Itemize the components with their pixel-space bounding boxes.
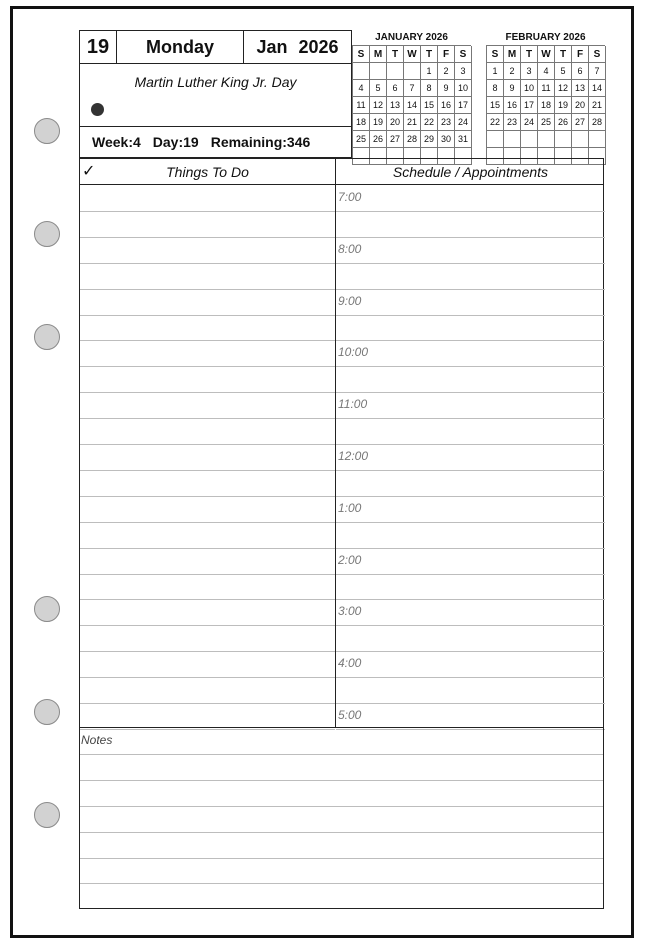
todo-row-line [80, 574, 335, 575]
calendar-day: 3 [521, 63, 538, 80]
calendar-day [589, 131, 606, 148]
day-table [79, 158, 604, 728]
calendar-day: 21 [589, 97, 606, 114]
schedule-row-line [336, 315, 605, 316]
calendar-day: 13 [572, 80, 589, 97]
weekday-header: M [504, 46, 521, 63]
time-slot-label: 2:00 [338, 552, 362, 567]
time-slot-label: 5:00 [338, 708, 362, 722]
notes-label: Notes [81, 733, 113, 747]
time-slot-label: 3:00 [338, 604, 362, 619]
binder-hole [34, 596, 60, 622]
calendar-day [370, 63, 387, 80]
bullet-dot-icon [91, 103, 104, 116]
calendar-day: 16 [504, 97, 521, 114]
week-number: Week:4 [92, 134, 141, 150]
calendar-day: 15 [421, 97, 438, 114]
schedule-row-line [336, 263, 605, 264]
schedule-row-line [336, 237, 605, 238]
calendar-day: 18 [538, 97, 555, 114]
todo-row-line [80, 522, 335, 523]
weekday-header: W [538, 46, 555, 63]
calendar-day: 15 [487, 97, 504, 114]
calendar-day: 26 [555, 114, 572, 131]
calendar-day: 10 [521, 80, 538, 97]
weekday-header: T [421, 46, 438, 63]
calendar-day: 6 [387, 80, 404, 97]
calendar-day: 27 [387, 131, 404, 148]
day-of-year: Day:19 [152, 134, 199, 150]
month-year: Jan 2026 [256, 36, 339, 57]
notes-row-line [80, 806, 603, 807]
todo-row-line [80, 315, 335, 316]
calendar-day: 3 [455, 63, 472, 80]
notes-row-line [80, 832, 603, 833]
calendar-day: 11 [538, 80, 555, 97]
weekday-header: S [487, 46, 504, 63]
calendar-day: 14 [589, 80, 606, 97]
mini-calendar-january [352, 31, 471, 165]
calendar-day: 23 [504, 114, 521, 131]
schedule-row-line [336, 444, 605, 445]
calendar-day: 5 [370, 80, 387, 97]
holiday-label: Martin Luther King Jr. Day [134, 74, 297, 90]
todo-row-line [80, 470, 335, 471]
schedule-row-line [336, 625, 605, 626]
calendar-day: 23 [438, 114, 455, 131]
calendar-day: 16 [438, 97, 455, 114]
calendar-day: 24 [455, 114, 472, 131]
calendar-day: 22 [421, 114, 438, 131]
todo-row-line [80, 496, 335, 497]
calendar-day: 19 [370, 114, 387, 131]
schedule-row-line [336, 574, 605, 575]
calendar-day [555, 131, 572, 148]
schedule-row-line [336, 289, 605, 290]
calendar-day: 20 [387, 114, 404, 131]
calendar-day: 10 [455, 80, 472, 97]
date-header [79, 30, 352, 64]
notes-row-line [80, 858, 603, 859]
calendar-day: 7 [589, 63, 606, 80]
weekday-header: S [455, 46, 472, 63]
calendar-day: 12 [370, 97, 387, 114]
calendar-day: 19 [555, 97, 572, 114]
header-divider [80, 184, 603, 185]
todo-row-line [80, 548, 335, 549]
schedule-row-line [336, 548, 605, 549]
todo-row-line [80, 392, 335, 393]
calendar-day: 27 [572, 114, 589, 131]
calendar-day [387, 63, 404, 80]
calendar-grid [352, 45, 471, 165]
weekday-header: W [404, 46, 421, 63]
checkmark-icon: ✓ [82, 163, 96, 180]
schedule-row-line [336, 211, 605, 212]
calendar-day: 4 [538, 63, 555, 80]
weekday-header: M [370, 46, 387, 63]
calendar-day: 8 [421, 80, 438, 97]
days-remaining: Remaining:346 [210, 134, 311, 150]
todo-row-line [80, 418, 335, 419]
calendar-day: 9 [438, 80, 455, 97]
calendar-day: 11 [353, 97, 370, 114]
weekday-header: T [521, 46, 538, 63]
notes-row-line [80, 754, 603, 755]
calendar-day: 12 [555, 80, 572, 97]
time-slot-label: 8:00 [338, 241, 362, 256]
todo-row-line [80, 289, 335, 290]
calendar-grid [486, 45, 605, 165]
calendar-day [487, 131, 504, 148]
weekday-header: S [353, 46, 370, 63]
calendar-day: 7 [404, 80, 421, 97]
binder-hole [34, 118, 60, 144]
weekday-header: T [387, 46, 404, 63]
calendar-day: 2 [438, 63, 455, 80]
todo-row-line [80, 263, 335, 264]
todo-row-line [80, 651, 335, 652]
todo-row-line [80, 703, 335, 704]
calendar-day: 17 [521, 97, 538, 114]
calendar-day: 5 [555, 63, 572, 80]
schedule-row-line [336, 651, 605, 652]
time-slot-label: 10:00 [338, 345, 369, 360]
time-slot-label: 4:00 [338, 656, 362, 671]
schedule-row-line [336, 470, 605, 471]
day-stats [79, 126, 352, 158]
schedule-row-line [336, 599, 605, 600]
calendar-day: 4 [353, 80, 370, 97]
binder-hole [34, 324, 60, 350]
time-slot-label: 9:00 [338, 293, 362, 308]
binder-hole [34, 802, 60, 828]
calendar-day: 14 [404, 97, 421, 114]
calendar-day: 18 [353, 114, 370, 131]
weekday-header: S [589, 46, 606, 63]
weekday-header: F [572, 46, 589, 63]
todo-row-line [80, 625, 335, 626]
calendar-day: 26 [370, 131, 387, 148]
todo-row-line [80, 599, 335, 600]
holiday-box [79, 63, 352, 127]
day-number: 19 [80, 31, 117, 63]
calendar-day: 22 [487, 114, 504, 131]
calendar-day: 30 [438, 131, 455, 148]
schedule-row-line [336, 522, 605, 523]
todo-row-line [80, 366, 335, 367]
calendar-day: 2 [504, 63, 521, 80]
schedule-row-line [336, 340, 605, 341]
schedule-column-header: Schedule / Appointments [392, 163, 549, 180]
schedule-row-line [336, 677, 605, 678]
calendar-day [538, 131, 555, 148]
column-divider [335, 159, 336, 727]
weekday-header: T [555, 46, 572, 63]
calendar-day: 31 [455, 131, 472, 148]
calendar-day: 1 [487, 63, 504, 80]
calendar-day [504, 131, 521, 148]
todo-row-line [80, 444, 335, 445]
calendar-day: 6 [572, 63, 589, 80]
calendar-title: JANUARY 2026 [375, 32, 448, 43]
calendar-day: 25 [353, 131, 370, 148]
notes-row-line [80, 883, 603, 884]
todo-row-line [80, 340, 335, 341]
mini-calendar-february [486, 31, 605, 165]
todo-row-line [80, 677, 335, 678]
calendar-day: 25 [538, 114, 555, 131]
calendar-day: 9 [504, 80, 521, 97]
time-slot-label: 12:00 [338, 449, 369, 463]
calendar-day [572, 131, 589, 148]
schedule-row-line [336, 703, 605, 704]
todo-row-line [80, 237, 335, 238]
calendar-day: 21 [404, 114, 421, 131]
calendar-day: 28 [589, 114, 606, 131]
calendar-day: 28 [404, 131, 421, 148]
binder-hole [34, 221, 60, 247]
calendar-day: 24 [521, 114, 538, 131]
todo-column-header: Things To Do [166, 163, 249, 180]
calendar-day [404, 63, 421, 80]
schedule-row-line [336, 366, 605, 367]
time-slot-label: 11:00 [338, 397, 368, 412]
time-slot-label: 7:00 [338, 190, 362, 204]
notes-section [79, 727, 604, 909]
calendar-day [353, 63, 370, 80]
time-slot-label: 1:00 [338, 500, 362, 515]
calendar-day: 29 [421, 131, 438, 148]
calendar-day: 1 [421, 63, 438, 80]
calendar-day: 17 [455, 97, 472, 114]
schedule-row-line [336, 496, 605, 497]
binder-hole [34, 699, 60, 725]
schedule-row-line [336, 418, 605, 419]
todo-row-line [80, 211, 335, 212]
schedule-row-line [336, 392, 605, 393]
weekday-header: F [438, 46, 455, 63]
calendar-day: 8 [487, 80, 504, 97]
weekday-name: Monday [117, 31, 244, 63]
calendar-day: 20 [572, 97, 589, 114]
calendar-day [521, 131, 538, 148]
notes-row-line [80, 780, 603, 781]
calendar-title: FEBRUARY 2026 [505, 32, 586, 43]
calendar-day: 13 [387, 97, 404, 114]
